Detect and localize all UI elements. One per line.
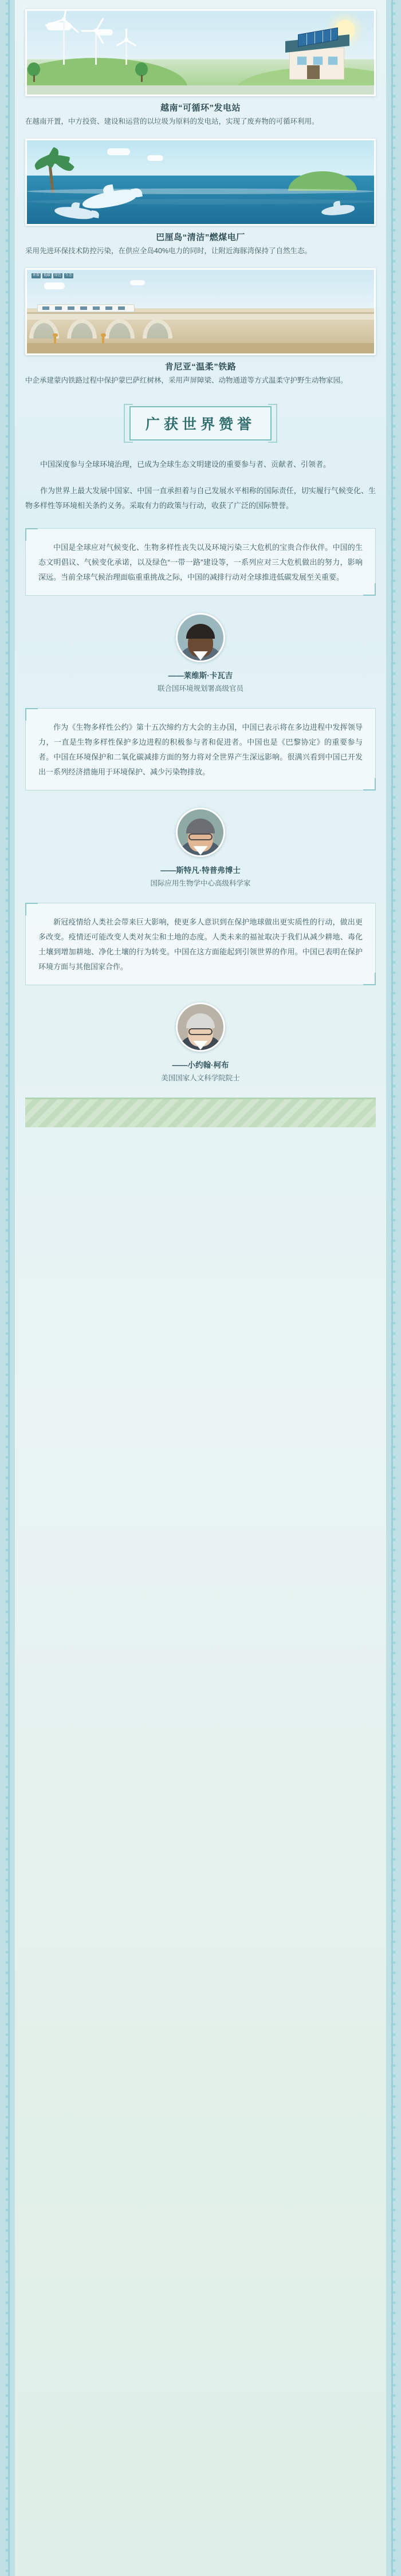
banner-tag: 绿色 bbox=[54, 273, 62, 277]
quote-author-role: 国际应用生物学中心高级科学家 bbox=[150, 879, 251, 887]
title-plate bbox=[129, 406, 272, 441]
quote-text: 新冠疫情给人类社会带来巨大影响，使更多人意识到在保护地球做出更实质性的行动，做出更多改变。疫情还可能改变人类对灰尘和土地的态度。人类未来的福祉取决于我们从减少耕地、毒化土壤到增加耕地、净化土壤的行为转变。中国在这方面能起到引领世界的作用。中国已表明在保护环境方面与其他国家合作。 bbox=[38, 917, 363, 971]
photo-card bbox=[25, 268, 376, 387]
savanna-ground bbox=[27, 343, 374, 353]
card-body: 中企承建蒙内铁路过程中保护蒙巴萨红树林，采用声屏障梁、动物通道等方式温柔守护野生动物家园。 bbox=[25, 376, 348, 384]
decorative-bottom-band bbox=[25, 1098, 376, 1127]
cloud-icon bbox=[130, 280, 145, 285]
banner-tag: 环保 bbox=[33, 273, 40, 277]
section-title-block bbox=[25, 404, 376, 442]
kenya-railway-viaduct-wildlife-illustration bbox=[25, 268, 376, 355]
card-title: 巴厘岛“清洁”燃煤电厂 bbox=[156, 232, 245, 242]
card-body: 采用先进环保技术防控污染，在供应全岛40%电力的同时，让附近海豚湾保持了自然生态。 bbox=[25, 246, 312, 255]
quote-author-name: ——莱维斯·卡瓦吉 bbox=[168, 671, 233, 680]
quote-author-name: ——斯特凡·特普弗博士 bbox=[160, 866, 241, 875]
banner-tag: 生态 bbox=[65, 273, 73, 277]
railway-viaduct bbox=[27, 312, 374, 339]
cloud-icon bbox=[147, 155, 163, 161]
wind-turbine-icon bbox=[52, 19, 75, 65]
illustration-banner-tags bbox=[32, 273, 73, 278]
page-title: 广获世界赞誉 bbox=[145, 416, 255, 432]
wind-solar-power-station-illustration bbox=[25, 9, 376, 96]
photo-card bbox=[25, 9, 376, 128]
article-content bbox=[0, 0, 401, 1127]
wind-turbine-icon bbox=[119, 40, 133, 65]
portrait-scientist-avatar bbox=[178, 809, 223, 855]
solar-house-illustration bbox=[289, 48, 344, 80]
card-title: 肯尼亚“温柔”铁路 bbox=[164, 361, 237, 372]
paragraph: 中国深度参与全球环境治理，已成为全球生态文明建设的重要参与者、贡献者、引领者。 bbox=[40, 459, 331, 469]
glasses-icon bbox=[188, 1028, 213, 1035]
quote-author-role: 美国国家人文科学院院士 bbox=[161, 1073, 240, 1082]
quote-block bbox=[25, 528, 376, 596]
card-body: 在越南开置，中方投资、建设和运营的以垃圾为原料的发电站，实现了废弃物的可循环利用。 bbox=[25, 117, 319, 125]
quote-text: 作为《生物多样性公约》第十五次缔约方大会的主办国，中国已表示将在多边进程中发挥领导力，一直是生物多样性保护多边进程的积极参与者和促进者。中国也是《巴黎协定》的重要参与者。中国在环境保护和二氧化碳减排方面的努力将对全世界产生深远影响。很满兴看到中国已开发出一系列经济措施用于环境保护、减少污染物排放。 bbox=[38, 722, 363, 776]
avatar bbox=[176, 808, 225, 857]
dolphin-icon bbox=[321, 204, 355, 217]
island-shape bbox=[288, 171, 357, 191]
banner-tag: 低碳 bbox=[44, 273, 51, 277]
quote-block bbox=[25, 708, 376, 791]
road-strip bbox=[27, 85, 374, 95]
photo-card bbox=[25, 139, 376, 258]
portrait-john-cobb-style-avatar bbox=[178, 1004, 223, 1050]
glasses-icon bbox=[188, 833, 213, 840]
quote-text: 中国是全球应对气候变化、生物多样性丧失以及环境污染三大危机的宝贵合作伙伴。中国的生态文明倡议、气候变化承诺，以及绿色“一带一路”建设等，一系列应对三大危机做出的努力，影响深远。当前全球气候治理面临重重挑战之际，中国的减排行动对全球推进低碳发展至关重要。 bbox=[38, 542, 363, 581]
wave-shape bbox=[27, 188, 374, 194]
avatar bbox=[176, 613, 225, 662]
cloud-icon bbox=[44, 282, 65, 289]
clean-island-dolphin-power-plant-illustration bbox=[25, 139, 376, 226]
quote-author-role: 联合国环境规划署高级官员 bbox=[157, 684, 243, 693]
card-title: 越南“可循环”发电站 bbox=[160, 103, 241, 113]
avatar bbox=[176, 1002, 225, 1052]
quote-block bbox=[25, 903, 376, 985]
quote-author-name: ——小约翰·柯布 bbox=[172, 1060, 229, 1069]
portrait-inger-andersen-style-avatar bbox=[178, 615, 223, 660]
wind-turbine-icon bbox=[87, 30, 105, 65]
paragraph: 作为世界上最大发展中国家、中国一直承担着与自己发展水平相称的国际责任，切实履行气候变化、生物多样性等环境相关条约义务。采取有力的政策与行动，收获了广泛的国际赞誉。 bbox=[25, 486, 376, 510]
train-icon bbox=[37, 304, 135, 312]
cloud-icon bbox=[107, 148, 130, 155]
